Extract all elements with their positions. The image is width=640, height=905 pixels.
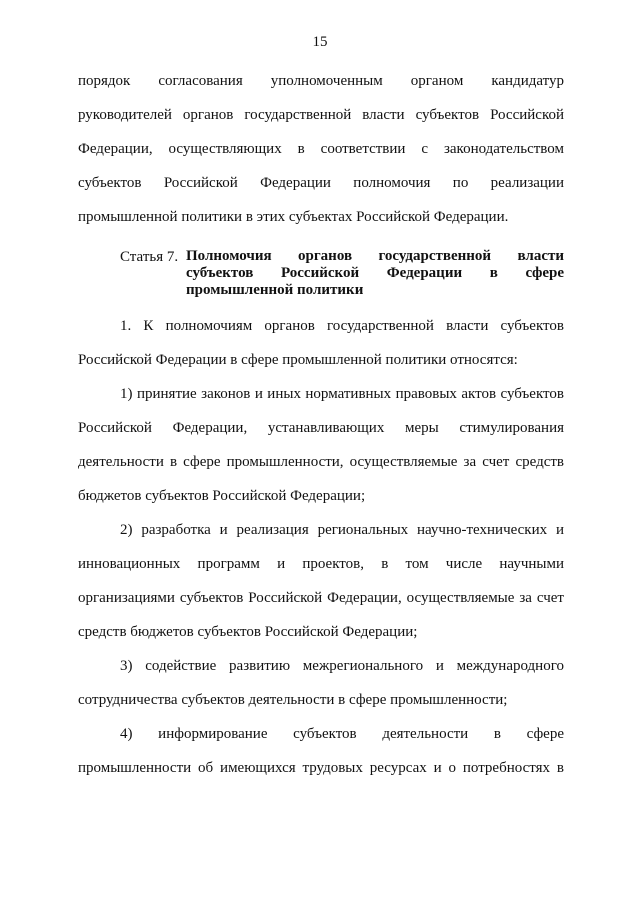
text-line: Российской Федерации в сфере промышленной политики относятся:: [78, 352, 518, 368]
page-number: 15: [312, 34, 328, 50]
text-line: 4) информирование субъектов деятельности в сфере: [120, 726, 564, 742]
article-title-line: Полномочия органов государственной власти: [186, 248, 564, 264]
article-body: [78, 317, 564, 793]
document-body: [78, 72, 564, 793]
article-label: Статья 7.: [120, 249, 179, 265]
text-line: бюджетов субъектов Российской Федерации;: [78, 488, 366, 504]
text-line: руководителей органов государственной власти субъектов Российской: [78, 107, 564, 123]
text-line: субъектов Российской Федерации полномочия по реализации: [78, 175, 564, 191]
text-line: организациями субъектов Российской Федерации, осуществляемые за счет: [78, 590, 564, 606]
text-line: 1. К полномочиям органов государственной власти субъектов: [120, 318, 564, 334]
text-line: инновационных программ и проектов, в том числе научными: [78, 556, 564, 572]
text-line: сотрудничества субъектов деятельности в сфере промышленности;: [78, 692, 508, 708]
text-line: 1) принятие законов и иных нормативных правовых актов субъектов: [120, 386, 564, 402]
text-line: Федерации, осуществляющих в соответствии с законодательством: [78, 141, 564, 157]
text-line: средств бюджетов субъектов Российской Федерации;: [78, 624, 418, 640]
article-title: [186, 248, 564, 299]
text-line: Российской Федерации, устанавливающих меры стимулирования: [78, 420, 564, 436]
text-line: порядок согласования уполномоченным органом кандидатур: [78, 73, 564, 89]
text-line: промышленной политики в этих субъектах Российской Федерации.: [78, 209, 509, 225]
intro-paragraph: [78, 72, 564, 242]
text-line: 2) разработка и реализация региональных научно-технических и: [120, 522, 564, 538]
text-line: промышленности об имеющихся трудовых ресурсах и о потребностях в: [78, 760, 564, 776]
text-line: деятельности в сфере промышленности, осуществляемые за счет средств: [78, 454, 564, 470]
text-line: 3) содействие развитию межрегионального и международного: [120, 658, 564, 674]
article-title-line: промышленной политики: [186, 282, 364, 298]
article-heading: [78, 248, 564, 299]
article-title-line: субъектов Российской Федерации в сфере: [186, 265, 564, 281]
